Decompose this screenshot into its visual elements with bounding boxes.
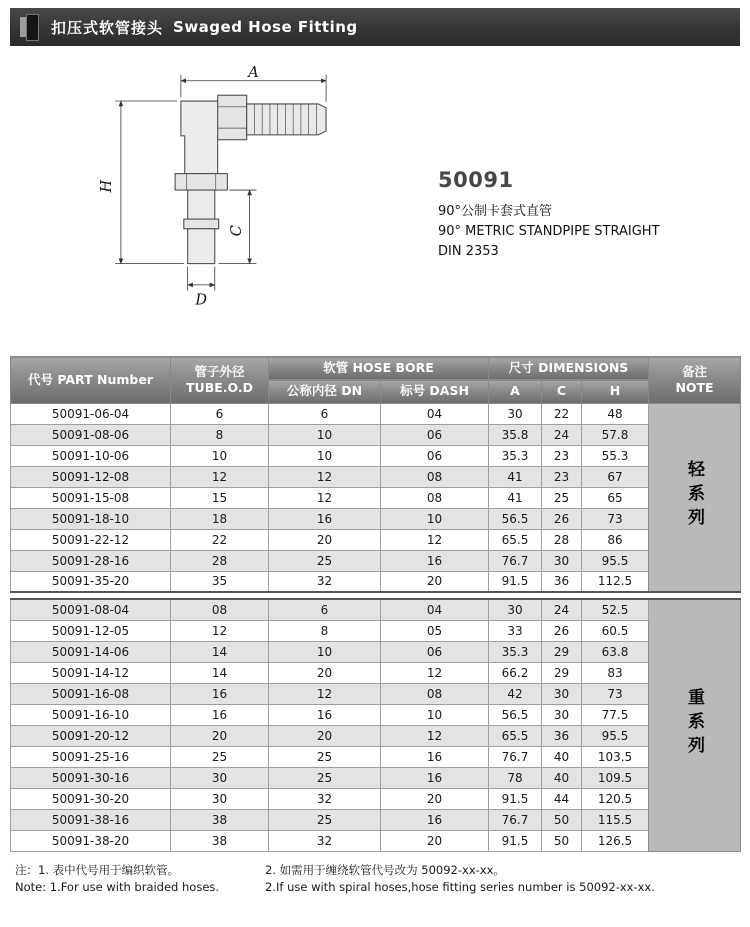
table-cell: 08 [381,683,489,704]
table-cell: 52.5 [582,599,649,620]
table-cell: 32 [269,830,381,851]
col-header-tube-od-en: TUBE.O.D [186,379,253,395]
icon-front-square [26,14,39,41]
table-cell: 29 [542,641,582,662]
cell-part-number: 50091-12-05 [11,620,171,641]
light-series-body [11,403,741,592]
table-cell: 26 [542,620,582,641]
table-cell: 103.5 [582,746,649,767]
table-cell: 04 [381,599,489,620]
table-cell: 32 [269,571,381,592]
hero-section [10,46,740,352]
table-cell: 16 [381,550,489,571]
table-cell: 10 [269,445,381,466]
table-cell: 29 [542,662,582,683]
table-cell: 16 [269,704,381,725]
spec-table-light-series [10,356,741,593]
table-cell: 25 [269,550,381,571]
table-cell: 18 [171,508,269,529]
page-title-zh: 扣压式软管接头 [51,18,164,37]
table-cell: 42 [489,683,542,704]
table-cell: 04 [381,403,489,424]
table-cell: 50 [542,830,582,851]
table-cell: 8 [269,620,381,641]
table-row [11,529,741,550]
page-title-en: Swaged Hose Fitting [173,18,358,36]
table-row [11,683,741,704]
col-header-dn: 公称内径 DN [269,380,381,403]
col-header-hose-bore: 软管 HOSE BORE [269,357,489,380]
table-cell: 14 [171,662,269,683]
product-info [438,46,660,352]
table-cell: 10 [381,704,489,725]
table-row [11,641,741,662]
page-header [10,8,740,46]
table-cell: 20 [269,725,381,746]
table-cell: 25 [269,767,381,788]
footnote-column-right [265,862,740,898]
col-header-dim-a: A [489,380,542,403]
dim-label-h: H [99,179,116,193]
table-cell: 12 [171,620,269,641]
table-cell: 41 [489,487,542,508]
spec-table-heavy-series [10,598,741,852]
table-cell: 15 [171,487,269,508]
table-cell: 67 [582,466,649,487]
table-cell: 73 [582,683,649,704]
footnote-zh-2: 2. 如需用于缠绕软管代号改为 50092-xx-xx。 [265,862,505,877]
table-cell: 12 [381,725,489,746]
table-row [11,571,741,592]
table-cell: 55.3 [582,445,649,466]
table-cell: 16 [381,809,489,830]
table-cell: 38 [171,809,269,830]
table-cell: 40 [542,746,582,767]
technical-drawing [10,46,438,352]
table-row [11,599,741,620]
footnote-zh-1: 注：1. 表中代号用于编织软管。 [15,862,180,877]
table-cell: 36 [542,725,582,746]
table-cell: 30 [489,403,542,424]
col-header-dim-h: H [582,380,649,403]
table-row [11,424,741,445]
dimension-d [188,267,215,291]
table-cell: 36 [542,571,582,592]
table-cell: 78 [489,767,542,788]
table-cell: 25 [269,809,381,830]
product-standard: DIN 2353 [438,244,499,259]
col-header-note-zh: 备注 [682,363,708,379]
table-cell: 06 [381,445,489,466]
table-cell: 73 [582,508,649,529]
table-cell: 76.7 [489,550,542,571]
col-header-tube-od-zh: 管子外径 [194,363,245,379]
table-cell: 6 [269,599,381,620]
table-cell: 05 [381,620,489,641]
cell-part-number: 50091-14-06 [11,641,171,662]
cell-part-number: 50091-10-06 [11,445,171,466]
table-cell: 20 [269,529,381,550]
col-header-tube-od [171,357,269,404]
footnotes [10,862,740,898]
cell-part-number: 50091-30-20 [11,788,171,809]
table-cell: 77.5 [582,704,649,725]
table-row [11,550,741,571]
cell-part-number: 50091-12-08 [11,466,171,487]
table-cell: 24 [542,599,582,620]
table-cell: 10 [381,508,489,529]
table-row [11,725,741,746]
cell-part-number: 50091-15-08 [11,487,171,508]
table-cell: 12 [381,529,489,550]
table-row [11,662,741,683]
table-row [11,704,741,725]
table-row [11,508,741,529]
table-cell: 120.5 [582,788,649,809]
table-cell: 83 [582,662,649,683]
table-cell: 48 [582,403,649,424]
table-cell: 25 [269,746,381,767]
table-cell: 20 [381,571,489,592]
table-cell: 14 [171,641,269,662]
table-cell: 28 [171,550,269,571]
table-cell: 25 [542,487,582,508]
col-header-part-number: 代号 PART Number [11,357,171,404]
cell-part-number: 50091-18-10 [11,508,171,529]
table-cell: 12 [269,683,381,704]
heavy-series-body [11,599,741,851]
table-cell: 12 [381,662,489,683]
series-note-text: 轻系列 [684,459,705,532]
product-name-zh: 90°公制卡套式直管 [438,204,553,219]
product-code: 50091 [438,168,514,192]
series-note-cell [649,403,741,592]
table-cell: 35.8 [489,424,542,445]
table-cell: 06 [381,424,489,445]
table-row [11,830,741,851]
footnote-en-2: 2.If use with spiral hoses,hose fitting series number is 50092-xx-xx. [265,880,655,895]
dim-label-c: C [228,225,245,237]
table-row [11,620,741,641]
table-cell: 38 [171,830,269,851]
table-cell: 40 [542,767,582,788]
table-cell: 56.5 [489,704,542,725]
table-cell: 30 [542,704,582,725]
table-cell: 86 [582,529,649,550]
table-cell: 30 [171,767,269,788]
table-cell: 08 [171,599,269,620]
table-cell: 44 [542,788,582,809]
table-cell: 10 [171,445,269,466]
table-cell: 35.3 [489,641,542,662]
table-cell: 91.5 [489,830,542,851]
cell-part-number: 50091-28-16 [11,550,171,571]
table-row [11,809,741,830]
table-cell: 30 [171,788,269,809]
table-cell: 95.5 [582,550,649,571]
table-cell: 32 [269,788,381,809]
header-block-icon [20,14,41,41]
col-header-note [649,357,741,404]
table-cell: 126.5 [582,830,649,851]
cell-part-number: 50091-16-10 [11,704,171,725]
table-cell: 20 [171,725,269,746]
table-cell: 76.7 [489,746,542,767]
table-cell: 50 [542,809,582,830]
table-cell: 24 [542,424,582,445]
table-cell: 12 [171,466,269,487]
table-row [11,767,741,788]
cell-part-number: 50091-08-04 [11,599,171,620]
series-note-text: 重系列 [684,687,704,760]
cell-part-number: 50091-30-16 [11,767,171,788]
col-header-note-en: NOTE [675,379,714,395]
table-cell: 20 [381,788,489,809]
table-cell: 28 [542,529,582,550]
table-cell: 6 [171,403,269,424]
table-cell: 65.5 [489,725,542,746]
table-cell: 66.2 [489,662,542,683]
table-cell: 91.5 [489,788,542,809]
table-cell: 115.5 [582,809,649,830]
cell-part-number: 50091-38-16 [11,809,171,830]
cell-part-number: 50091-16-08 [11,683,171,704]
fitting-outline [175,95,326,263]
table-row [11,487,741,508]
product-name-en: 90° METRIC STANDPIPE STRAIGHT [438,224,660,239]
table-row [11,788,741,809]
table-cell: 41 [489,466,542,487]
table-cell: 30 [542,550,582,571]
table-cell: 06 [381,641,489,662]
table-cell: 22 [171,529,269,550]
cell-part-number: 50091-25-16 [11,746,171,767]
table-cell: 16 [171,704,269,725]
footnote-en-1: Note: 1.For use with braided hoses. [15,880,220,895]
table-cell: 63.8 [582,641,649,662]
cell-part-number: 50091-20-12 [11,725,171,746]
table-cell: 65.5 [489,529,542,550]
cell-part-number: 50091-08-06 [11,424,171,445]
table-cell: 109.5 [582,767,649,788]
table-cell: 91.5 [489,571,542,592]
col-header-dash: 标号 DASH [381,380,489,403]
fitting-drawing-svg [88,58,388,326]
table-cell: 60.5 [582,620,649,641]
cell-part-number: 50091-06-04 [11,403,171,424]
cell-part-number: 50091-35-20 [11,571,171,592]
table-cell: 30 [542,683,582,704]
col-header-dim-c: C [542,380,582,403]
table-cell: 08 [381,487,489,508]
table-cell: 12 [269,466,381,487]
table-cell: 95.5 [582,725,649,746]
table-cell: 16 [381,767,489,788]
table-cell: 20 [381,830,489,851]
footnote-column-left [15,862,265,898]
cell-part-number: 50091-38-20 [11,830,171,851]
table-cell: 23 [542,466,582,487]
dimension-h [115,101,184,264]
table-cell: 26 [542,508,582,529]
table-row [11,746,741,767]
table-cell: 6 [269,403,381,424]
table-row [11,403,741,424]
table-cell: 76.7 [489,809,542,830]
table-cell: 10 [269,641,381,662]
table-cell: 16 [381,746,489,767]
table-cell: 65 [582,487,649,508]
table-cell: 33 [489,620,542,641]
table-cell: 22 [542,403,582,424]
table-cell: 30 [489,599,542,620]
col-header-dimensions: 尺寸 DIMENSIONS [489,357,649,380]
table-cell: 16 [269,508,381,529]
cell-part-number: 50091-14-12 [11,662,171,683]
table-cell: 57.8 [582,424,649,445]
table-cell: 8 [171,424,269,445]
table-row [11,445,741,466]
dim-label-d: D [195,292,208,309]
table-cell: 23 [542,445,582,466]
table-cell: 25 [171,746,269,767]
table-header [11,357,741,404]
table-cell: 112.5 [582,571,649,592]
table-row [11,466,741,487]
table-cell: 35.3 [489,445,542,466]
table-cell: 35 [171,571,269,592]
table-cell: 16 [171,683,269,704]
table-cell: 20 [269,662,381,683]
table-cell: 56.5 [489,508,542,529]
dim-label-a: A [248,64,259,81]
table-cell: 10 [269,424,381,445]
table-cell: 12 [269,487,381,508]
table-cell: 08 [381,466,489,487]
cell-part-number: 50091-22-12 [11,529,171,550]
series-note-cell [649,599,741,851]
